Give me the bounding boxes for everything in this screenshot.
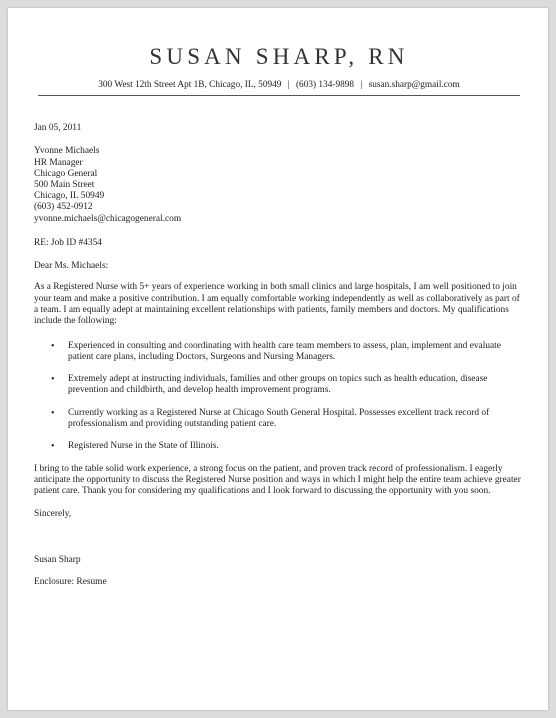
qualifications-list: [34, 341, 524, 453]
header-divider: [38, 95, 520, 96]
qualification-text: Registered Nurse in the State of Illinois.: [68, 441, 219, 452]
qualification-text: Extremely adept at instructing individuals, families and other groups on topics such as health education, disease prevention and childbirth, and develop health improvement programs.: [68, 374, 488, 396]
qualification-text: Currently working as a Registered Nurse at Chicago South General Hospital. Possesses excellent track record of professionalism and providing outstanding patient care.: [68, 407, 490, 429]
signature-name: Susan Sharp: [34, 554, 81, 565]
bullet-icon: •: [51, 374, 55, 386]
closing-paragraph: I bring to the table solid work experience, a strong focus on the patient, and proven track record of professionalism. I eagerly anticipate the opportunity to discuss the Registered Nurse position and ways in which I might help the entire team achieve greater patient care. Thank you for considering my qualifications and I look forward to discussing the opportunity with you soon.: [34, 463, 521, 497]
sign-off: Sincerely,: [34, 509, 72, 520]
recipient-company: Chicago General: [34, 168, 98, 179]
recipient-name: Yvonne Michaels: [34, 146, 100, 157]
separator: |: [287, 80, 290, 90]
bullet-icon: •: [51, 340, 55, 352]
applicant-email: susan.sharp@gmail.com: [368, 80, 460, 90]
qualification-text: Experienced in consulting and coordinating with health care team members to assess, plan, implement and evaluate patient care plans, including Doctors, Surgeons and Nursing Managers.: [68, 340, 501, 362]
contact-line: [34, 80, 524, 90]
salutation: Dear Ms. Michaels:: [34, 261, 109, 272]
separator: |: [360, 80, 363, 90]
list-item: [51, 340, 524, 364]
bullet-icon: •: [51, 441, 55, 453]
recipient-title: HR Manager: [34, 157, 83, 168]
letter-date: Jan 05, 2011: [34, 123, 82, 133]
list-item: [51, 441, 524, 453]
recipient-phone: (603) 452-0912: [34, 202, 93, 213]
reference-line: RE: Job ID #4354: [34, 237, 102, 248]
applicant-address: 300 West 12th Street Apt 1B, Chicago, IL, 50949: [98, 80, 282, 90]
intro-paragraph: As a Registered Nurse with 5+ years of experience working in both small clinics and large hospitals, I am well positioned to join your team and make a positive contribution. I am equally comfortable working independently as well as collaboratively as part of a team. I am equally adept at maintaining excellent relationships with patients, family members and doctors. My qualifications include the following:: [34, 282, 520, 327]
list-item: [51, 374, 524, 397]
document-page: [8, 8, 548, 710]
applicant-phone: (603) 134-9898: [295, 80, 355, 90]
recipient-street: 500 Main Street: [34, 179, 95, 190]
bullet-icon: •: [51, 407, 55, 419]
recipient-city: Chicago, IL 50949: [34, 191, 105, 202]
recipient-email: yvonne.michaels@chicagogeneral.com: [34, 213, 182, 224]
list-item: [51, 407, 524, 431]
applicant-name: SUSAN SHARP, RN: [149, 44, 409, 69]
enclosure-note: Enclosure: Resume: [34, 577, 107, 588]
cover-letter: [34, 8, 524, 588]
recipient-block: [34, 146, 524, 224]
